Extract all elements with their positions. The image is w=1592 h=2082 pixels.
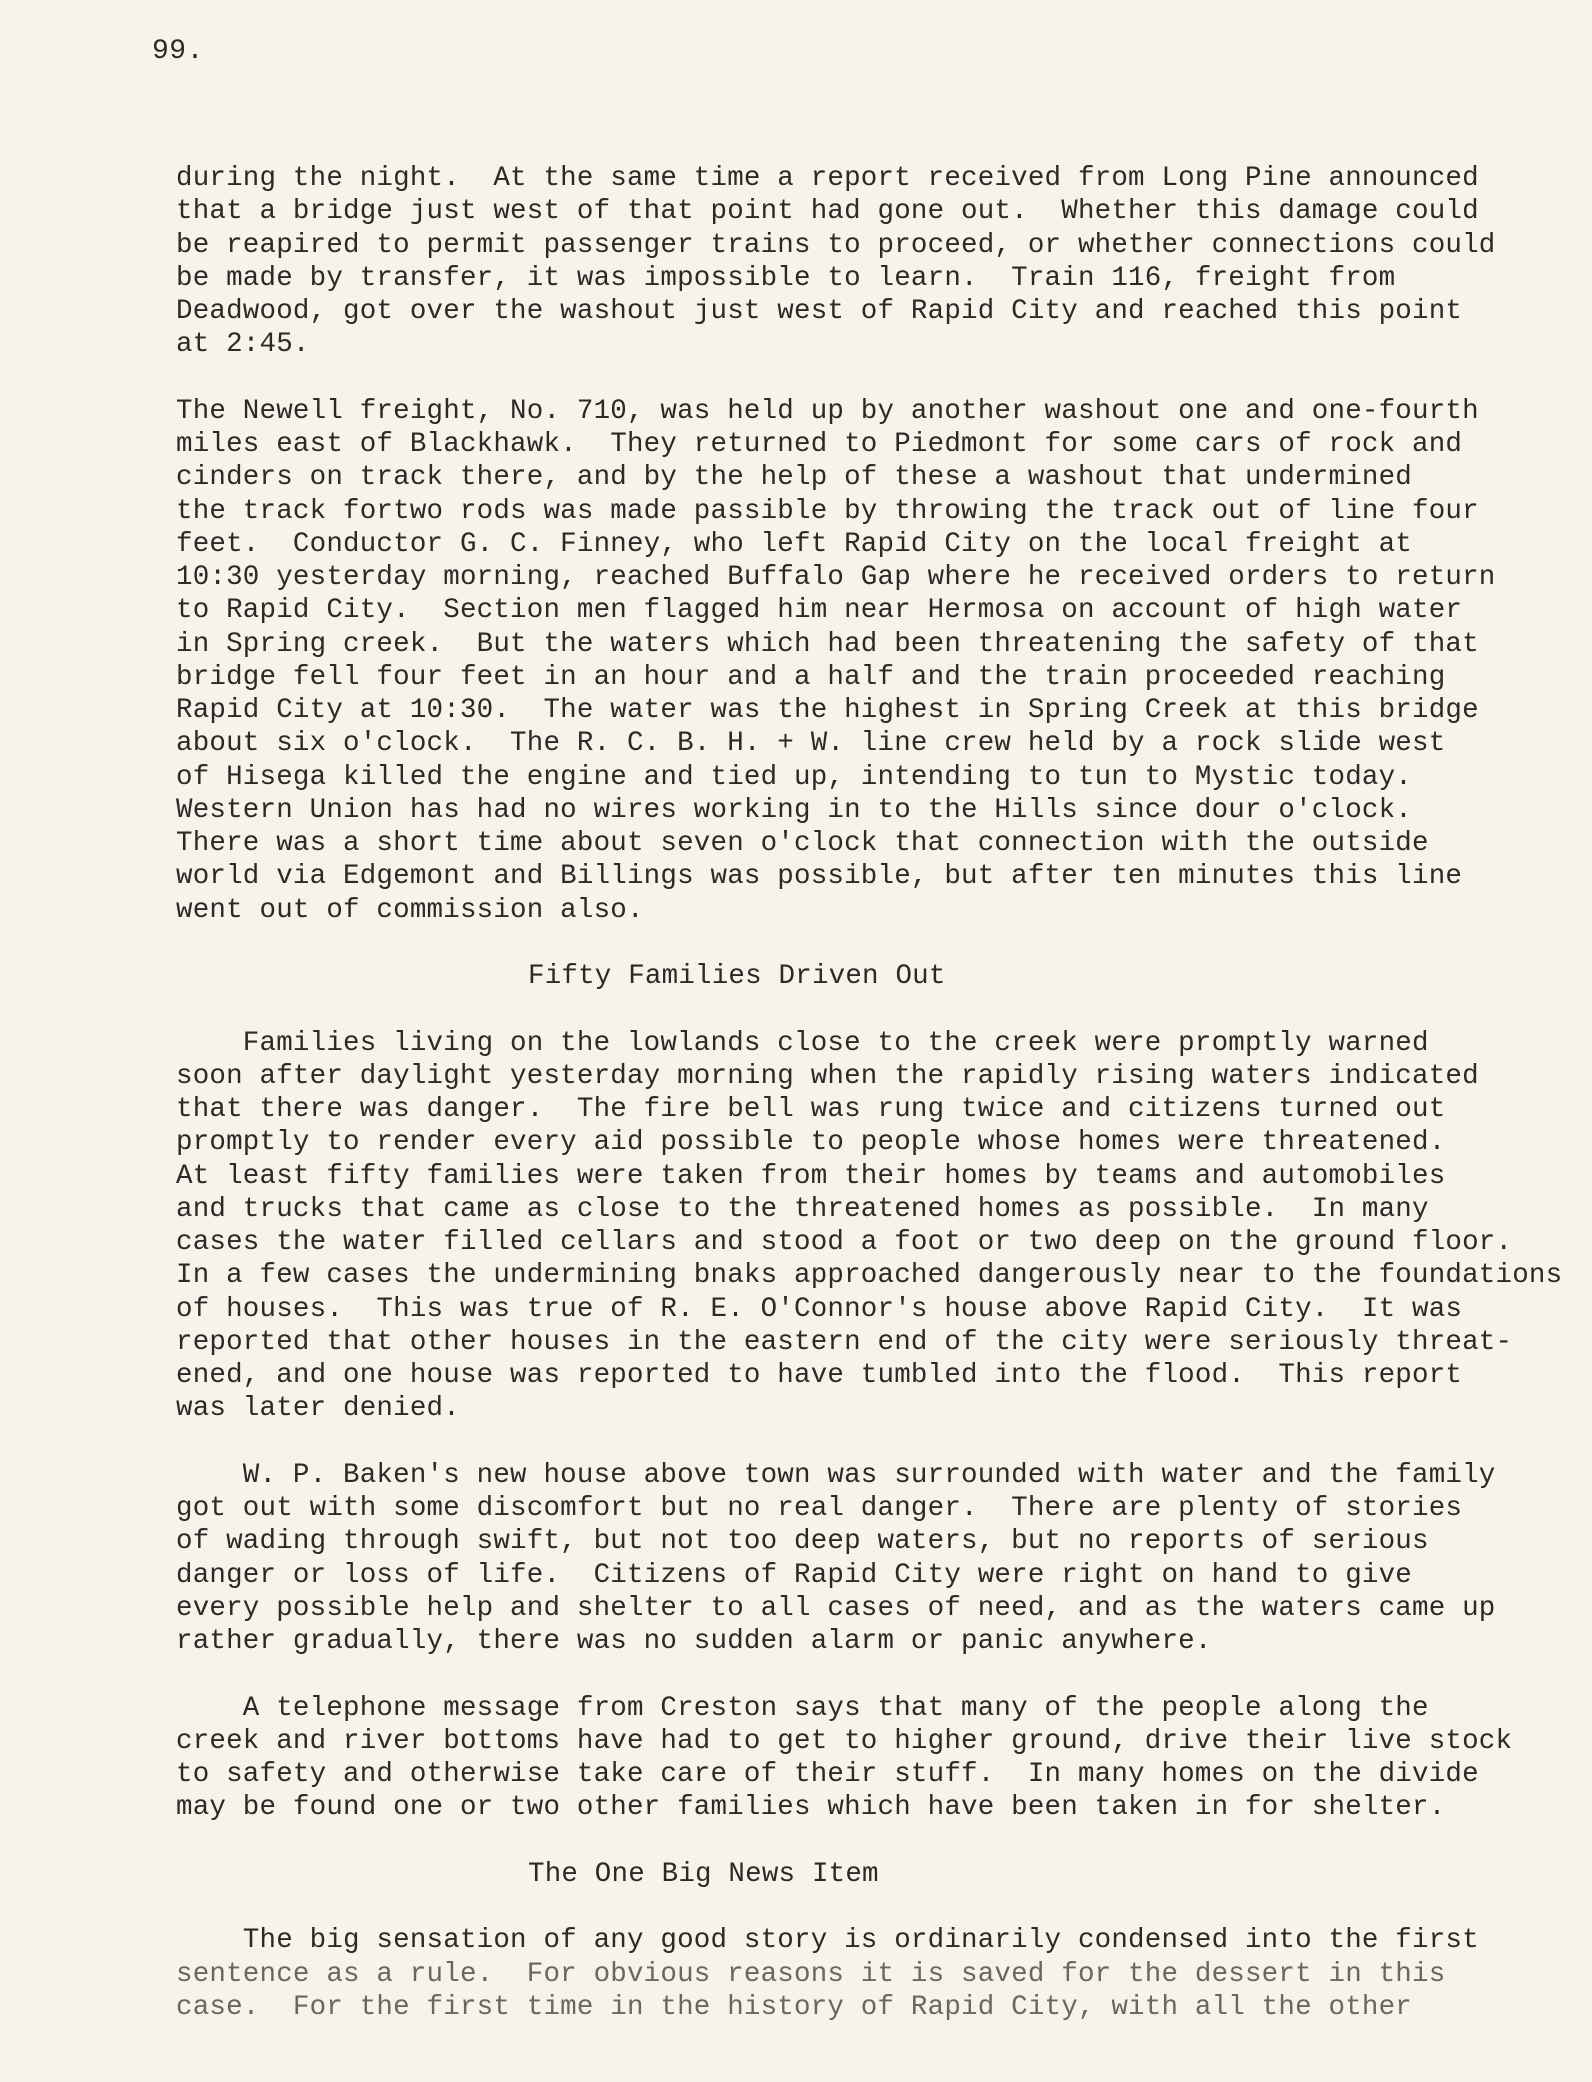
paragraph	[176, 395, 1576, 927]
text-line: bridge fell four feet in an hour and a half and the train proceeded reaching	[176, 661, 1446, 693]
paragraph	[176, 162, 1576, 362]
paragraph	[176, 1459, 1576, 1659]
paragraph-gap	[176, 927, 1576, 960]
text-line: reported that other houses in the eastern end of the city were seriously threat-	[176, 1326, 1513, 1358]
paragraph-gap	[176, 1658, 1576, 1691]
text-line: The big sensation of any good story is ordinarily condensed into the first	[176, 1925, 1479, 1957]
text-line: Western Union has had no wires working in to the Hills since dour o'clock.	[176, 794, 1412, 826]
text-line: and trucks that came as close to the threatened homes as possible. In many	[176, 1193, 1429, 1225]
text-line: to Rapid City. Section men flagged him near Hermosa on account of high water	[176, 595, 1463, 627]
paragraph-gap	[176, 1426, 1576, 1459]
text-line: rather gradually, there was no sudden alarm or panic anywhere.	[176, 1626, 1212, 1657]
text-line: be reapired to permit passenger trains to proceed, or whether connections could	[176, 229, 1496, 261]
text-line: was later denied.	[176, 1393, 460, 1425]
text-line: miles east of Blackhawk. They returned to Piedmont for some cars of rock and	[176, 429, 1463, 460]
text-line: feet. Conductor G. C. Finney, who left Rapid City on the local freight at	[176, 528, 1412, 560]
text-line: of wading through swift, but not too deep waters, but no reports of serious	[176, 1526, 1429, 1558]
text-line: creek and river bottoms have had to get to higher ground, drive their live stock	[176, 1725, 1513, 1757]
section-heading: The One Big News Item	[528, 1858, 879, 1890]
paragraph-gap	[176, 1825, 1576, 1858]
text-line: At least fifty families were taken from their homes by teams and automobiles	[176, 1160, 1446, 1192]
text-line: cinders on track there, and by the help of these a washout that undermined	[176, 462, 1412, 494]
text-line: There was a short time about seven o'clock that connection with the outside	[176, 828, 1429, 859]
text-line: 10:30 yesterday morning, reached Buffalo Gap where he received orders to return	[176, 562, 1496, 593]
paragraph-gap	[176, 993, 1576, 1026]
page-number: 99.	[152, 36, 204, 67]
text-line: that there was danger. The fire bell was rung twice and citizens turned out	[176, 1094, 1446, 1125]
text-line: Rapid City at 10:30. The water was the highest in Spring Creek at this bridge	[176, 695, 1479, 726]
text-line: ened, and one house was reported to have tumbled into the flood. This report	[176, 1360, 1463, 1391]
section-heading: Fifty Families Driven Out	[528, 961, 946, 992]
text-line: to safety and otherwise take care of their stuff. In many homes on the divide	[176, 1759, 1479, 1790]
text-line: that a bridge just west of that point had gone out. Whether this damage could	[176, 196, 1479, 228]
text-line: during the night. At the same time a report received from Long Pine announced	[176, 163, 1479, 194]
text-line: went out of commission also.	[176, 894, 644, 926]
text-line: The Newell freight, No. 710, was held up by another washout one and one-fourth	[176, 395, 1479, 427]
paragraph-gap	[176, 1891, 1576, 1924]
text-line: cases the water filled cellars and stood a foot or two deep on the ground floor.	[176, 1227, 1513, 1258]
text-line: Families living on the lowlands close to the creek were promptly warned	[176, 1027, 1429, 1059]
paragraph	[176, 1924, 1576, 2024]
text-line: sentence as a rule. For obvious reasons it is saved for the dessert in this	[176, 1958, 1446, 1990]
text-line: W. P. Baken's new house above town was surrounded with water and the family	[176, 1459, 1496, 1491]
paragraph-gap	[176, 362, 1576, 395]
text-line: got out with some discomfort but no real danger. There are plenty of stories	[176, 1493, 1463, 1524]
text-line: of Hisega killed the engine and tied up, intending to tun to Mystic today.	[176, 761, 1412, 793]
paragraph	[176, 1692, 1576, 1825]
page-body	[176, 162, 1576, 2024]
text-line: In a few cases the undermining bnaks approached dangerously near to the foundations	[176, 1260, 1563, 1292]
text-line: of houses. This was true of R. E. O'Connor's house above Rapid City. It was	[176, 1293, 1463, 1325]
text-line: every possible help and shelter to all cases of need, and as the waters came up	[176, 1592, 1496, 1624]
text-line: case. For the first time in the history of Rapid City, with all the other	[176, 1991, 1412, 2023]
text-line: danger or loss of life. Citizens of Rapid City were right on hand to give	[176, 1559, 1412, 1591]
text-line: Deadwood, got over the washout just west of Rapid City and reached this point	[176, 296, 1463, 327]
text-line: promptly to render every aid possible to people whose homes were threatened.	[176, 1127, 1446, 1159]
text-line: soon after daylight yesterday morning when the rapidly rising waters indicated	[176, 1060, 1479, 1092]
text-line: about six o'clock. The R. C. B. H. + W. line crew held by a rock slide west	[176, 728, 1446, 760]
text-line: be made by transfer, it was impossible to learn. Train 116, freight from	[176, 262, 1396, 294]
text-line: the track fortwo rods was made passible by throwing the track out of line four	[176, 495, 1479, 527]
text-line: at 2:45.	[176, 329, 310, 361]
text-line: may be found one or two other families which have been taken in for shelter.	[176, 1792, 1446, 1824]
text-line: world via Edgemont and Billings was possible, but after ten minutes this line	[176, 861, 1463, 893]
text-line: A telephone message from Creston says that many of the people along the	[176, 1692, 1429, 1724]
paragraph	[176, 1027, 1576, 1426]
text-line: in Spring creek. But the waters which had been threatening the safety of that	[176, 628, 1479, 660]
